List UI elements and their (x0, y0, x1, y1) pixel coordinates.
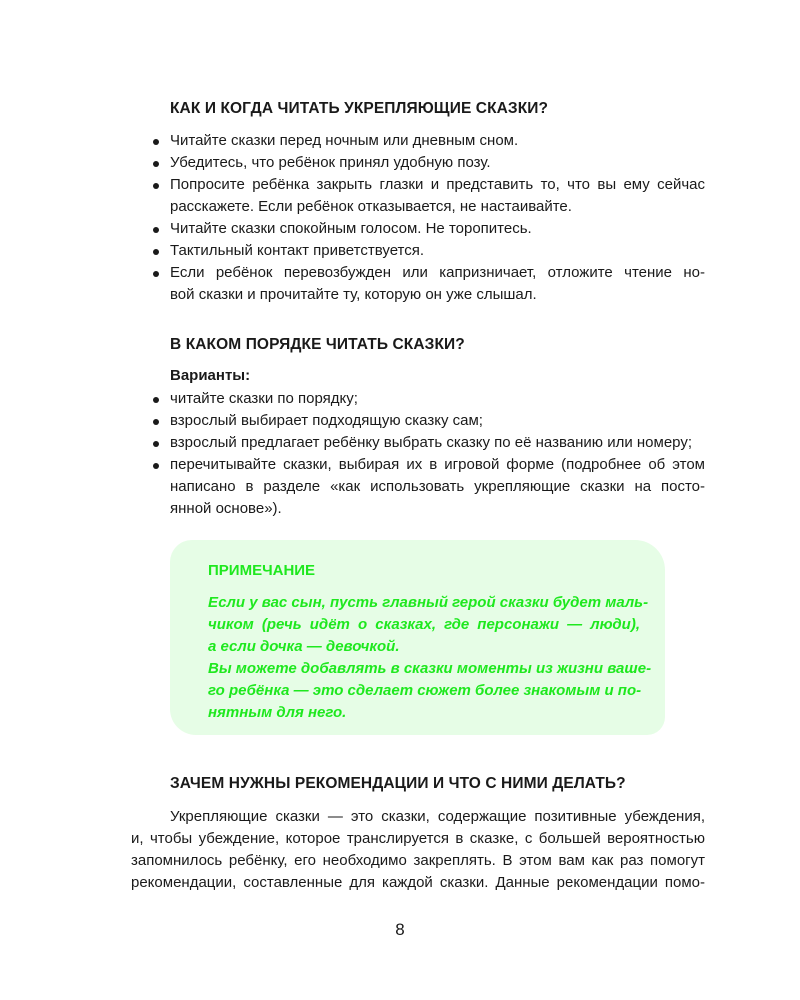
text-line: нятным для него. (208, 704, 347, 721)
text-line: Если ребёнок перевозбужден или капризничает, отложите чтение но- (170, 264, 705, 281)
bullet-icon (153, 441, 159, 447)
text-line: чиком (речь идёт о сказках, где персонажи — люди), (208, 616, 640, 633)
text-line: взрослый предлагает ребёнку выбрать сказку по её названию или номеру; (170, 434, 692, 451)
list-item (170, 262, 705, 306)
text-line: а если дочка — девочкой. (208, 638, 400, 655)
text-line: янной основе»). (170, 500, 282, 517)
list-item (170, 152, 705, 174)
text-line: взрослый выбирает подходящую сказку сам; (170, 412, 483, 429)
text-line: Читайте сказки спокойным голосом. Не торопитесь. (170, 220, 532, 237)
bullet-list (170, 388, 705, 520)
text-line: читайте сказки по порядку; (170, 390, 358, 407)
bullet-list (170, 130, 705, 306)
list-item (170, 130, 705, 152)
bullet-icon (153, 249, 159, 255)
text-line: го ребёнка — это сделает сюжет более знакомым и по- (208, 682, 642, 699)
bullet-icon (153, 139, 159, 145)
section-heading: КАК И КОГДА ЧИТАТЬ УКРЕПЛЯЮЩИЕ СКАЗКИ? (170, 100, 549, 117)
paragraph (131, 806, 705, 894)
section-heading: ЗАЧЕМ НУЖНЫ РЕКОМЕНДАЦИИ И ЧТО С НИМИ ДЕЛАТЬ? (170, 775, 626, 792)
bullet-icon (153, 161, 159, 167)
list-item (170, 174, 705, 218)
text-line: Тактильный контакт приветствуется. (170, 242, 425, 259)
text-line: рекомендации, составленные для каждой сказки. Данные рекомендации помо- (131, 874, 705, 891)
text-line: Попросите ребёнка закрыть глазки и представить то, что вы ему сейчас (170, 176, 705, 193)
list-item (170, 410, 705, 432)
section-heading: В КАКОМ ПОРЯДКЕ ЧИТАТЬ СКАЗКИ? (170, 336, 465, 353)
page-number: 8 (395, 920, 405, 939)
note-body (208, 592, 652, 724)
bullet-icon (153, 463, 159, 469)
text-line: написано в разделе «как использовать укрепляющие сказки на посто- (170, 478, 705, 495)
bullet-icon (153, 227, 159, 233)
text-line: и, чтобы убеждение, которое транслируется в сказке, с большей вероятностью (131, 830, 705, 847)
subheading: Варианты: (170, 367, 251, 384)
list-item (170, 432, 705, 454)
text-line: перечитывайте сказки, выбирая их в игровой форме (подробнее об этом (170, 456, 705, 473)
text-line: вой сказки и прочитайте ту, которую он уже слышал. (170, 286, 537, 303)
note-title: ПРИМЕЧАНИЕ (208, 562, 316, 579)
bullet-icon (153, 397, 159, 403)
text-line: Убедитесь, что ребёнок принял удобную позу. (170, 154, 491, 171)
text-line: запомнилось ребёнку, его необходимо закреплять. В этом вам как раз помогут (131, 852, 705, 869)
text-line: Вы можете добавлять в сказки моменты из жизни ваше- (208, 660, 652, 677)
list-item (170, 388, 705, 410)
note-box (170, 540, 665, 735)
list-item (170, 240, 705, 262)
text-line: расскажете. Если ребёнок отказывается, не настаивайте. (170, 198, 572, 215)
text-line: Читайте сказки перед ночным или дневным сном. (170, 132, 519, 149)
text-line: Если у вас сын, пусть главный герой сказки будет маль- (208, 594, 649, 611)
bullet-icon (153, 271, 159, 277)
text-line: Укрепляющие сказки — это сказки, содержащие позитивные убеждения, (170, 808, 705, 825)
bullet-icon (153, 183, 159, 189)
list-item (170, 218, 705, 240)
bullet-icon (153, 419, 159, 425)
list-item (170, 454, 705, 520)
